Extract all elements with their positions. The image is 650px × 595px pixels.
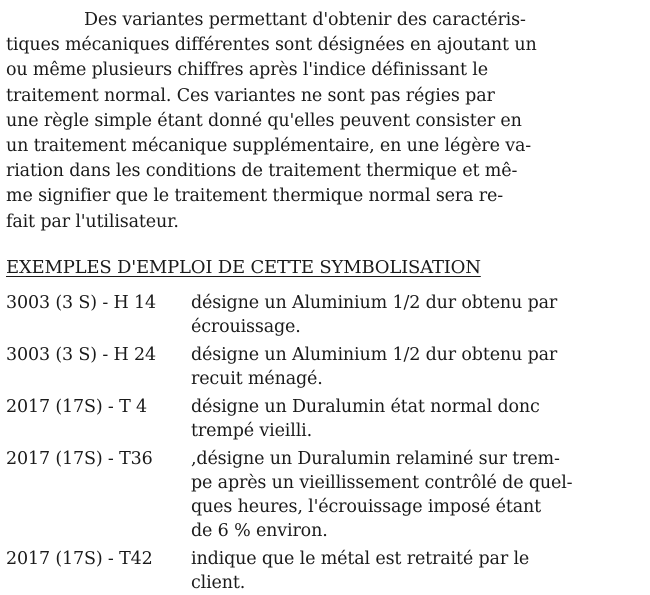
example-code: 3003 (3 S) - H 14 — [6, 293, 157, 313]
example-description — [191, 395, 646, 443]
example-code: 2017 (17S) - T 4 — [6, 397, 148, 417]
examples-list — [6, 291, 646, 595]
description-line: désigne un Aluminium 1/2 dur obtenu par — [191, 345, 558, 365]
paragraph-line: un traitement mécanique supplémentaire, en une légère va- — [6, 136, 532, 157]
description-line: désigne un Duralumin état normal donc — [191, 397, 540, 417]
description-line: ques heures, l'écrouissage imposé étant — [191, 497, 542, 517]
example-code: 2017 (17S) - T42 — [6, 549, 153, 569]
example-item — [6, 343, 646, 391]
paragraph-line: tiques mécaniques différentes sont désignées en ajoutant un — [6, 35, 537, 56]
example-item — [6, 291, 646, 339]
description-line: pe après un vieillissement contrôlé de quel- — [191, 473, 573, 493]
paragraph-line: me signifier que le traitement thermique normal sera re- — [6, 186, 503, 207]
description-line: indique que le métal est retraité par le — [191, 549, 530, 569]
description-line: désigne un Aluminium 1/2 dur obtenu par — [191, 293, 558, 313]
paragraph-line: Des variantes permettant d'obtenir des caractéris- — [84, 10, 526, 30]
description-line: trempé vieilli. — [191, 421, 313, 441]
intro-paragraph — [6, 8, 642, 235]
example-code: 2017 (17S) - T36 — [6, 449, 153, 469]
paragraph-line: une règle simple étant donné qu'elles peuvent consister en — [6, 110, 522, 131]
section-heading: EXEMPLES D'EMPLOI DE CETTE SYMBOLISATION — [6, 257, 481, 278]
example-code: 3003 (3 S) - H 24 — [6, 345, 157, 365]
example-item — [6, 395, 646, 443]
paragraph-line: traitement normal. Ces variantes ne sont pas régies par — [6, 85, 495, 106]
example-description — [191, 547, 646, 595]
example-item — [6, 547, 646, 595]
paragraph-line: ou même plusieurs chiffres après l'indice définissant le — [6, 60, 488, 81]
paragraph-line: fait par l'utilisateur. — [6, 211, 179, 232]
example-description — [191, 447, 646, 543]
description-line: recuit ménagé. — [191, 369, 323, 389]
example-description — [191, 291, 646, 339]
example-description — [191, 343, 646, 391]
paragraph-line: riation dans les conditions de traitement thermique et mê- — [6, 161, 518, 182]
description-line: de 6 % environ. — [191, 521, 328, 541]
description-line: client. — [191, 573, 246, 593]
example-item — [6, 447, 646, 543]
description-line: ,désigne un Duralumin relaminé sur trem- — [191, 449, 560, 469]
description-line: écrouissage. — [191, 317, 301, 337]
